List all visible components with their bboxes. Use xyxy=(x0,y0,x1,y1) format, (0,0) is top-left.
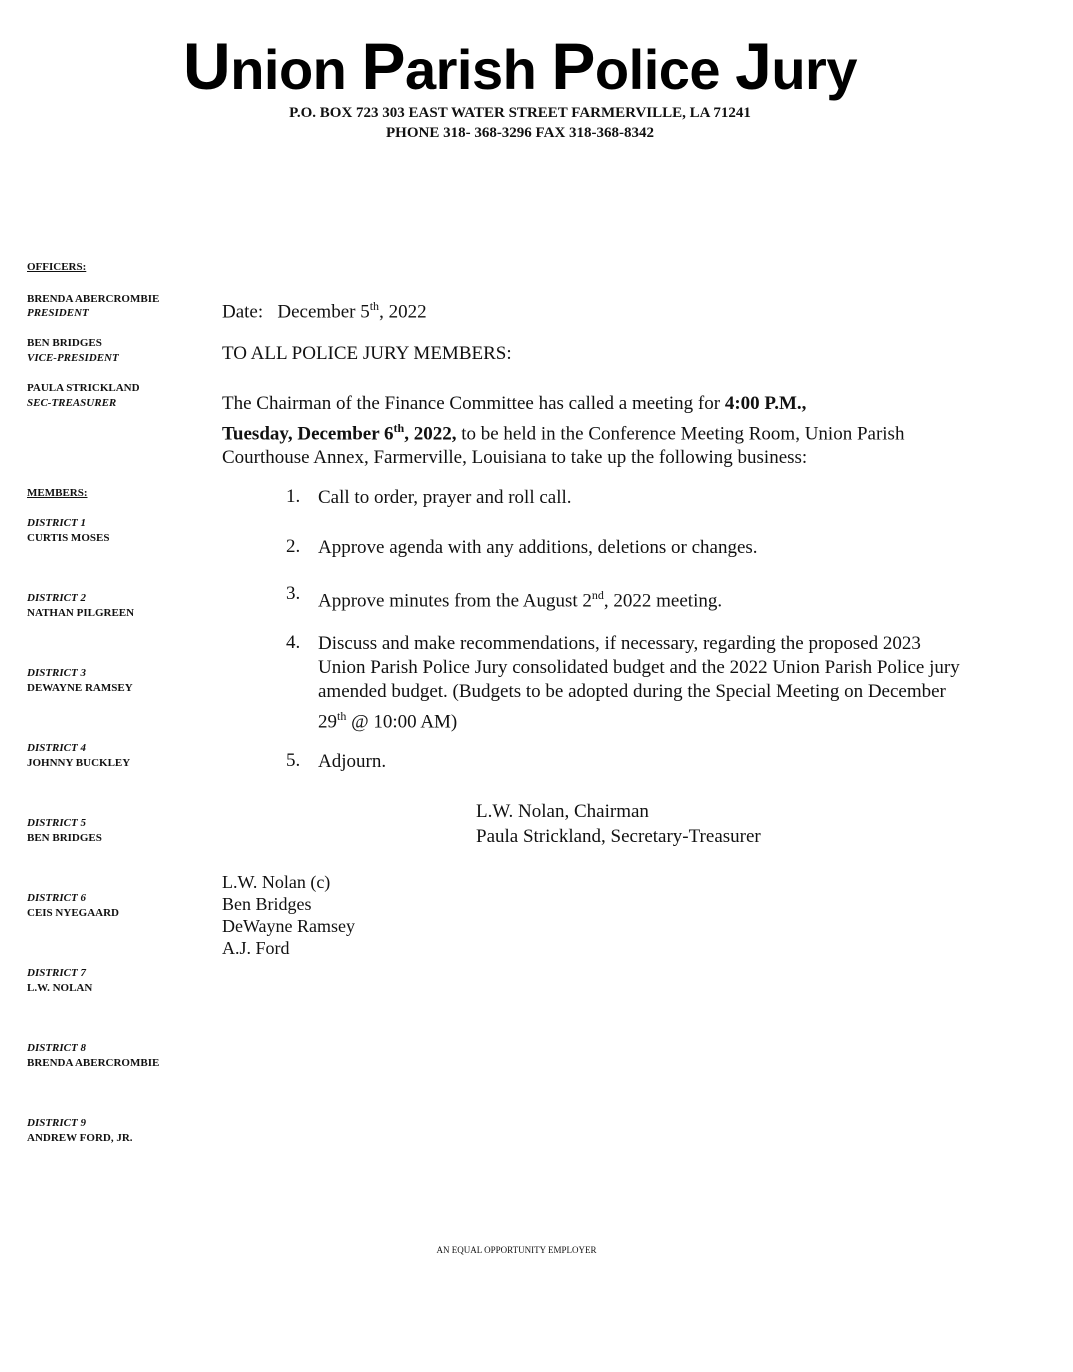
member-district: DISTRICT 6 xyxy=(27,892,86,904)
member-district: DISTRICT 3 xyxy=(27,667,86,679)
intro-day-sup: th xyxy=(393,421,405,435)
member-name: L.W. NOLAN xyxy=(27,982,93,994)
agenda-item-text: Adjourn. xyxy=(318,751,387,772)
address-line: P.O. BOX 723 303 EAST WATER STREET FARMERVILLE, LA 71241 xyxy=(289,105,751,121)
salutation: TO ALL POLICE JURY MEMBERS: xyxy=(222,343,512,364)
committee-member: A.J. Ford xyxy=(222,938,290,958)
organization-name xyxy=(0,28,1040,104)
officer-role: VICE-PRESIDENT xyxy=(27,352,119,364)
member-name: DEWAYNE RAMSEY xyxy=(27,682,133,694)
date-label: Date: xyxy=(222,301,264,323)
committee-member: DeWayne Ramsey xyxy=(222,916,356,936)
member-district: DISTRICT 8 xyxy=(27,1042,86,1054)
member-district: DISTRICT 5 xyxy=(27,817,86,829)
agenda-item-text-post: , 2022 meeting. xyxy=(603,590,723,612)
org-name-initial-p1: P xyxy=(361,29,405,103)
intro-text-2: to be held in the Conference Meeting Room, Union Parish Courthouse Annex, Farmerville, Louisiana to take up the following business: xyxy=(222,423,905,469)
org-name-initial-u: U xyxy=(183,29,231,103)
officer-role: PRESIDENT xyxy=(27,307,89,319)
intro-text-1: The Chairman of the Finance Committee has called a meeting for xyxy=(222,393,725,414)
date-value-pre: December 5 xyxy=(277,301,370,323)
org-name-initial-j: J xyxy=(735,29,772,103)
officer-role: SEC-TREASURER xyxy=(27,397,117,409)
agenda-item-number: 3. xyxy=(286,583,301,604)
committee-member: L.W. Nolan (c) xyxy=(222,872,331,892)
date-value-post: , 2022 xyxy=(379,301,427,323)
signature-secretary: Paula Strickland, Secretary-Treasurer xyxy=(476,826,761,847)
agenda-item-text-pre: Discuss and make recommendations, if necessary, regarding the proposed 2023 Union Parish Police Jury consolidated budget and the 2022 Union Parish Police jury amended budget. (Budgets to be adopted during the Special Meeting on December 29 xyxy=(318,633,960,733)
agenda-item-number: 2. xyxy=(286,536,301,557)
member-name: JOHNNY BUCKLEY xyxy=(27,757,131,769)
officer-name: BEN BRIDGES xyxy=(27,337,102,349)
member-district: DISTRICT 2 xyxy=(27,592,86,604)
committee-member: Ben Bridges xyxy=(222,894,312,914)
officers-heading: OFFICERS: xyxy=(27,261,87,273)
org-name-part-olice: olice xyxy=(594,38,736,101)
intro-year: , 2022, xyxy=(404,423,457,445)
intro-paragraph xyxy=(222,392,972,470)
officer-name: PAULA STRICKLAND xyxy=(27,382,140,394)
phone-line: PHONE 318- 368-3296 FAX 318-368-8342 xyxy=(385,125,655,141)
committee-list xyxy=(222,871,355,959)
intro-time: 4:00 P.M., xyxy=(724,393,807,414)
member-district: DISTRICT 9 xyxy=(27,1117,86,1129)
member-district: DISTRICT 1 xyxy=(27,517,86,529)
footer-note: AN EQUAL OPPORTUNITY EMPLOYER xyxy=(436,1245,597,1255)
org-name-part-ury: ury xyxy=(771,38,857,101)
org-name-part-nion: nion xyxy=(230,38,362,101)
officer-name: BRENDA ABERCROMBIE xyxy=(27,293,160,305)
agenda-item-text xyxy=(318,583,968,613)
agenda-item-text xyxy=(318,632,968,734)
member-name: ANDREW FORD, JR. xyxy=(27,1132,133,1144)
date-value-sup: th xyxy=(369,299,380,313)
org-name-initial-p2: P xyxy=(551,29,595,103)
agenda-item-number: 5. xyxy=(286,750,301,771)
agenda-item-text-post: @ 10:00 AM) xyxy=(346,711,458,733)
letter-date xyxy=(222,294,427,324)
agenda-item-number: 4. xyxy=(286,632,301,653)
agenda-item-text-pre: Approve minutes from the August 2 xyxy=(318,590,592,612)
member-name: BEN BRIDGES xyxy=(27,832,102,844)
member-district: DISTRICT 7 xyxy=(27,967,86,979)
org-name-part-arish: arish xyxy=(404,38,552,101)
member-name: CURTIS MOSES xyxy=(27,532,110,544)
member-name: NATHAN PILGREEN xyxy=(27,607,135,619)
member-name: CEIS NYEGAARD xyxy=(27,907,119,919)
members-heading: MEMBERS: xyxy=(27,487,88,499)
agenda-item-text: Call to order, prayer and roll call. xyxy=(318,487,572,508)
intro-day: Tuesday, December 6 xyxy=(222,423,394,445)
member-district: DISTRICT 4 xyxy=(27,742,86,754)
member-name: BRENDA ABERCROMBIE xyxy=(27,1057,160,1069)
agenda-item-text-sup: th xyxy=(337,709,347,723)
agenda-item-text-sup: nd xyxy=(591,588,604,602)
signature-chairman: L.W. Nolan, Chairman xyxy=(476,801,649,822)
agenda-item-number: 1. xyxy=(286,486,301,507)
agenda-item-text: Approve agenda with any additions, deletions or changes. xyxy=(318,537,758,558)
